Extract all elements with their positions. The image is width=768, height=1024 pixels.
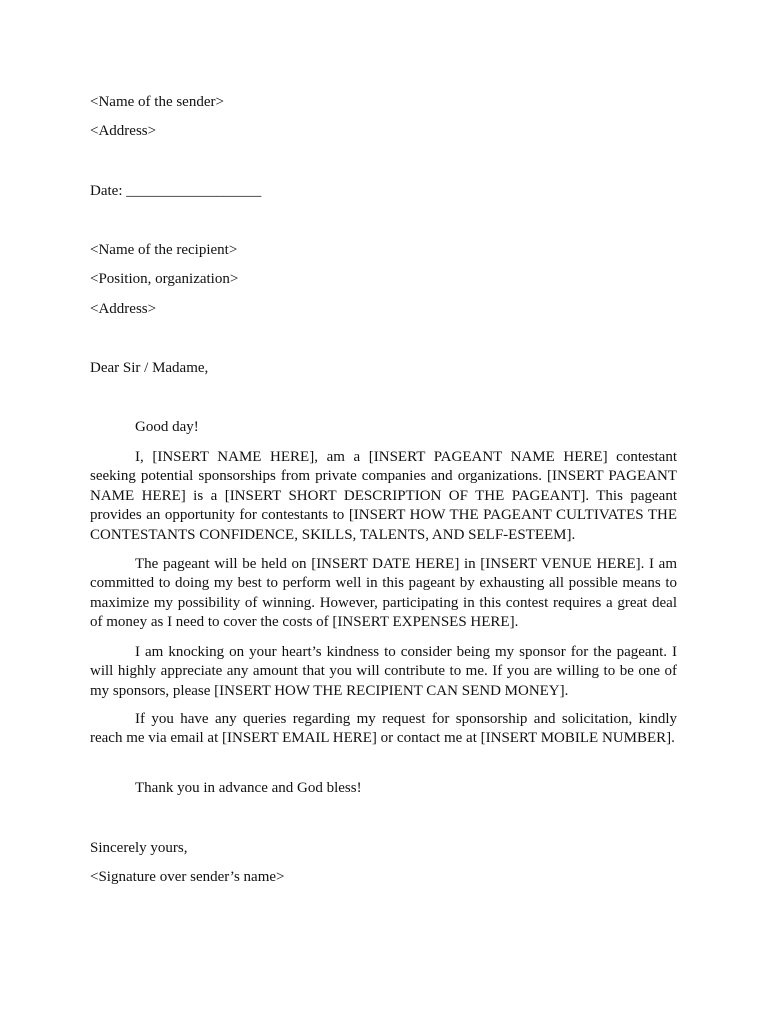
recipient-address: <Address>	[90, 301, 157, 317]
recipient-position: <Position, organization>	[90, 271, 239, 287]
body-paragraph-intro: I, [INSERT NAME HERE], am a [INSERT PAGEANT NAME HERE] contestant seeking potential sponsorships from private companies and organizations. [INSERT PAGEANT NAME HERE] is a [INSERT SHORT DESCRIPTION OF THE PAGEANT]. This pageant provides an opportunity for contestants to [INSERT HOW THE PAGEANT CULTIVATES THE CONTESTANTS CONFIDENCE, SKILLS, TALENTS, AND SELF-ESTEEM].	[90, 449, 677, 543]
greeting: Good day!	[135, 419, 199, 435]
recipient-name: <Name of the recipient>	[90, 242, 238, 258]
salutation: Dear Sir / Madame,	[90, 360, 209, 376]
signature-line: <Signature over sender’s name>	[90, 869, 285, 885]
closing: Sincerely yours,	[90, 840, 188, 856]
body-paragraph-request: I am knocking on your heart’s kindness to consider being my sponsor for the pageant. I will highly appreciate any amount that you will contribute to me. If you are willing to be one of my sponsors, please [INSERT HOW THE RECIPIENT CAN SEND MONEY].	[90, 644, 677, 699]
sender-address: <Address>	[90, 123, 157, 139]
date-line: Date: __________________	[90, 183, 262, 199]
sender-name: <Name of the sender>	[90, 94, 224, 110]
body-paragraph-contact: If you have any queries regarding my request for sponsorship and solicitation, kindly reach me via email at [INSERT EMAIL HERE] or contact me at [INSERT MOBILE NUMBER].	[90, 711, 677, 747]
body-paragraph-event: The pageant will be held on [INSERT DATE HERE] in [INSERT VENUE HERE]. I am committed to doing my best to perform well in this pageant by exhausting all possible means to maximize my possibility of winning. However, participating in this contest requires a great deal of money as I need to cover the costs of [INSERT EXPENSES HERE].	[90, 556, 677, 631]
thanks-line: Thank you in advance and God bless!	[135, 780, 362, 796]
